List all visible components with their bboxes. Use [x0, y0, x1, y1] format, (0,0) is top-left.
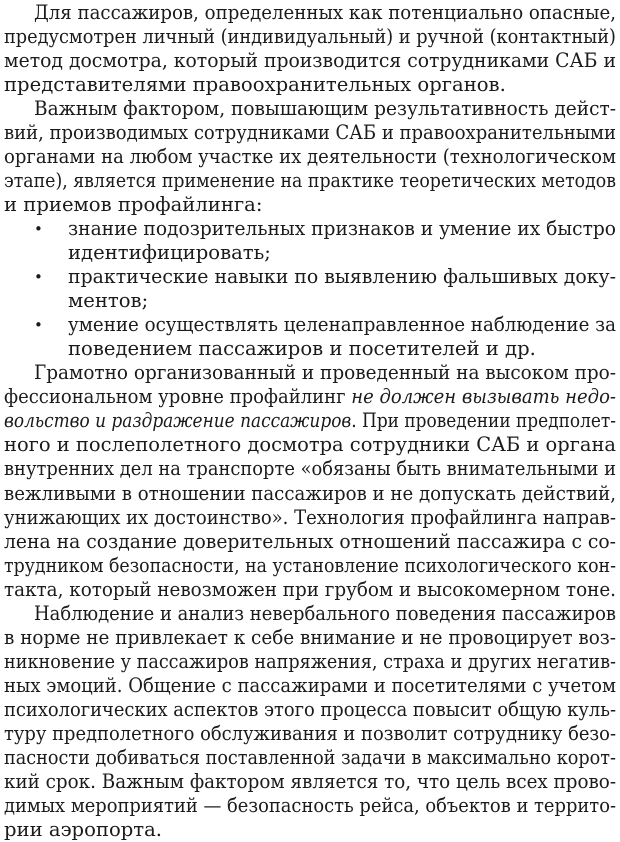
text-segment: поведением пассажиров и посетителей и др. — [68, 337, 536, 361]
text-line-content — [34, 602, 616, 626]
text-line — [0, 409, 620, 433]
text-line — [0, 289, 620, 313]
text-segment: практические навыки по выявлению фальшивых доку- — [68, 265, 616, 289]
text-segment: туру предполетного обслуживания и позволит сотруднику безо- — [4, 722, 617, 745]
bullet-marker: • — [34, 316, 43, 335]
text-line-content — [4, 818, 162, 842]
text-segment: ных эмоций. Общение с пассажирами и посетителями с учетом — [4, 673, 617, 697]
emphasis-text: не должен вызывать недо- — [351, 385, 616, 409]
text-line — [0, 482, 620, 506]
text-line-content — [4, 746, 616, 770]
text-line — [0, 602, 620, 626]
text-line-content — [4, 794, 616, 818]
text-line — [0, 818, 620, 842]
text-segment: ментов; — [68, 289, 149, 313]
text-line-content — [4, 73, 506, 97]
text-line-content — [68, 217, 616, 241]
text-line — [0, 530, 620, 554]
text-line-content — [4, 530, 616, 554]
text-line — [0, 746, 620, 770]
text-line — [0, 25, 620, 49]
text-line-content — [4, 554, 616, 578]
text-line — [0, 169, 620, 193]
text-line-content — [4, 482, 616, 506]
text-segment: предусмотрен личный (индивидуальный) и ручной (контактный) — [4, 24, 616, 48]
text-line — [0, 1, 620, 25]
text-segment: знание подозрительных признаков и умение их быстро — [68, 216, 617, 240]
text-line-content — [68, 265, 616, 289]
text-line — [0, 506, 620, 530]
text-segment: психологических аспектов этого процесса повысит общую куль- — [4, 697, 617, 721]
text-line-content — [4, 674, 616, 698]
text-line-content — [68, 289, 148, 313]
text-line — [0, 361, 620, 385]
text-line — [0, 265, 620, 289]
text-line-content — [4, 506, 616, 530]
text-line — [0, 97, 620, 121]
text-line — [0, 626, 620, 650]
text-segment: идентифицировать; — [68, 241, 271, 264]
text-segment: и приемов профайлинга: — [4, 192, 263, 216]
text-line-content — [4, 145, 616, 169]
text-segment: вий, производимых сотрудниками САБ и правоохранительными — [4, 120, 617, 144]
text-line — [0, 217, 620, 241]
bullet-marker: • — [34, 219, 43, 238]
text-line — [0, 145, 620, 169]
text-line-content — [4, 193, 262, 217]
text-segment: вежливыми в отношении пассажиров и не допускать действий, — [4, 481, 617, 505]
text-segment: трудником безопасности, на установление психологического кон- — [4, 553, 616, 577]
text-line-content — [4, 169, 616, 193]
text-line-content — [4, 770, 616, 794]
text-segment: этапе), является применение на практике теоретических методов — [4, 168, 617, 192]
text-line — [0, 578, 620, 602]
text-segment: . При проведении предполет- — [351, 409, 617, 433]
text-line — [0, 554, 620, 578]
text-line — [0, 698, 620, 722]
text-line-content — [4, 650, 616, 674]
text-line-content — [4, 457, 616, 481]
text-line-content — [4, 698, 616, 722]
text-segment: пасности добиваться поставленной задачи в максимально корот- — [4, 746, 616, 770]
text-line-content — [68, 241, 271, 265]
text-line-content — [68, 337, 536, 361]
text-line-content — [4, 578, 616, 602]
text-segment: Грамотно организованный и проведенный на высоком про- — [34, 361, 617, 385]
text-line — [0, 674, 620, 698]
text-line-content — [4, 409, 616, 433]
text-segment: кий срок. Важным фактором является то, что цель всех прово- — [4, 770, 617, 794]
text-line-content — [4, 722, 616, 746]
text-line-content — [4, 385, 616, 409]
text-line-content — [68, 313, 616, 337]
text-segment: органами на любом участке их деятельности (технологическом — [4, 144, 617, 168]
text-line — [0, 433, 620, 457]
text-segment: внутренних дел на транспорте «обязаны быть внимательными и — [4, 457, 616, 481]
text-line — [0, 73, 620, 97]
text-line — [0, 193, 620, 217]
text-segment: в норме не привлекает к себе внимание и не провоцирует воз- — [4, 625, 617, 649]
text-line — [0, 650, 620, 674]
text-segment: рии аэропорта. — [4, 818, 163, 842]
text-segment: Наблюдение и анализ невербального поведения пассажиров — [34, 601, 616, 625]
text-line-content — [34, 361, 616, 385]
emphasis-text: вольство и раздражение пассажиров — [4, 409, 352, 433]
text-line-content — [4, 433, 616, 457]
text-segment: унижающих их достоинство». Технология профайлинга направ- — [4, 505, 617, 529]
text-line — [0, 457, 620, 481]
text-line-content — [34, 97, 616, 121]
text-segment: ного и послеполетного досмотра сотрудники САБ и органа — [4, 433, 617, 457]
text-line — [0, 385, 620, 409]
text-line — [0, 794, 620, 818]
text-segment: такта, который невозможен при грубом и высокомерном тоне. — [4, 577, 617, 601]
text-line-content — [4, 49, 616, 73]
text-segment: умение осуществлять целенаправленное наблюдение за — [68, 313, 616, 337]
bullet-marker: • — [34, 268, 43, 287]
text-line — [0, 313, 620, 337]
text-line-content — [4, 626, 616, 650]
text-line — [0, 722, 620, 746]
text-segment: метод досмотра, который производится сотрудниками САБ и — [4, 48, 616, 72]
text-line — [0, 337, 620, 361]
text-segment: Для пассажиров, определенных как потенциально опасные, — [34, 0, 616, 24]
text-segment: Важным фактором, повышающим результативность дейст- — [34, 96, 617, 120]
text-line-content — [34, 1, 616, 25]
text-segment: лена на создание доверительных отношений пассажира с со- — [4, 529, 617, 553]
text-line — [0, 770, 620, 794]
text-segment: представителями правоохранительных органов. — [4, 72, 506, 96]
text-line-content — [4, 121, 616, 145]
text-line — [0, 49, 620, 73]
text-line — [0, 241, 620, 265]
text-segment: димых мероприятий — безопасность рейса, объектов и террито- — [4, 794, 616, 818]
text-line — [0, 121, 620, 145]
text-segment: фессиональном уровне профайлинг — [4, 385, 352, 409]
text-line-content — [4, 25, 616, 49]
text-segment: никновение у пассажиров напряжения, страха и других негатив- — [4, 649, 616, 673]
